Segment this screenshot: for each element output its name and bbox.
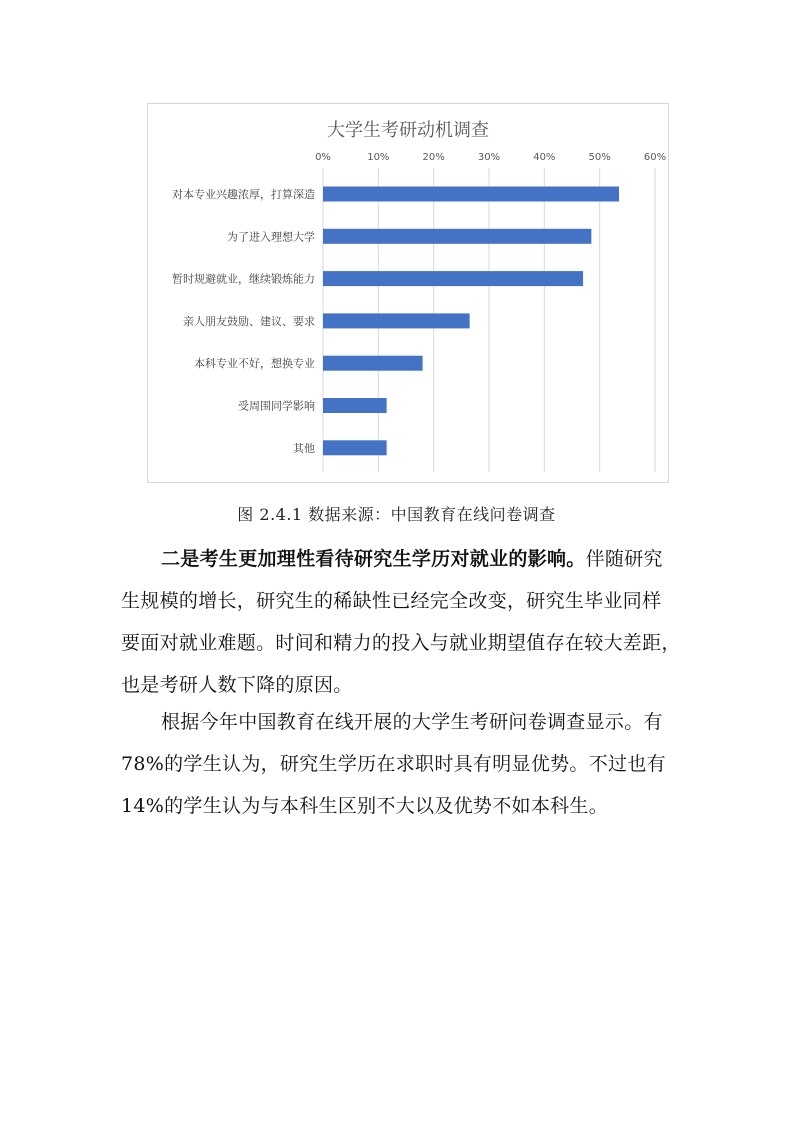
figure-caption: 图 2.4.1 数据来源：中国教育在线问卷调查 [237,505,556,524]
x-tick-label-0: 0% [315,152,331,163]
bar-chart [148,104,668,482]
paragraph-1-line-3: 要面对就业难题。时间和精力的投入与就业期望值存在较大差距， [121,632,681,654]
x-tick-label-2: 20% [422,152,445,163]
category-label-4: 本科专业不好，想换专业 [194,357,315,371]
paragraph-2-line-1: 根据今年中国教育在线开展的大学生考研问卷调查显示。有 [161,711,663,733]
chart-container [147,103,669,483]
bar-1 [323,229,591,244]
chart-title: 大学生考研动机调查 [327,120,489,141]
category-label-6: 其他 [293,441,315,455]
paragraph-1-first-rest: 伴随研究 [585,548,663,570]
paragraph-1-bold-lead: 二是考生更加理性看待研究生学历对就业的影响。 [161,548,586,570]
paragraph-1-line-2: 生规模的增长，研究生的稀缺性已经完全改变，研究生毕业同样 [121,590,662,612]
x-tick-label-5: 50% [588,152,611,163]
bar-3 [323,313,470,328]
paragraph-1-line-4: 也是考研人数下降的原因。 [121,674,353,696]
paragraph-1-line-1 [121,538,681,580]
x-tick-label-3: 30% [477,152,501,163]
category-label-0: 对本专业兴趣浓厚，打算深造 [172,188,315,201]
category-label-5: 受周围同学影响 [238,399,315,413]
bar-5 [323,398,387,413]
bar-0 [323,187,619,202]
paragraph-2-line-2: 78%的学生认为，研究生学历在求职时具有明显优势。不过也有 [121,753,666,775]
bar-6 [323,440,387,455]
category-label-3: 亲人朋友鼓励、建议、要求 [183,314,315,328]
x-tick-label-6: 60% [643,152,667,163]
paragraph-1 [121,538,681,706]
x-tick-label-4: 40% [533,152,556,163]
bar-2 [323,271,583,286]
paragraph-2 [121,701,681,827]
bar-4 [323,356,423,371]
category-label-2: 暂时规避就业，继续锻炼能力 [172,272,315,286]
paragraph-2-line-3: 14%的学生认为与本科生区别不大以及优势不如本科生。 [121,795,609,817]
category-label-1: 为了进入理想大学 [227,230,315,244]
x-tick-label-1: 10% [367,152,390,163]
